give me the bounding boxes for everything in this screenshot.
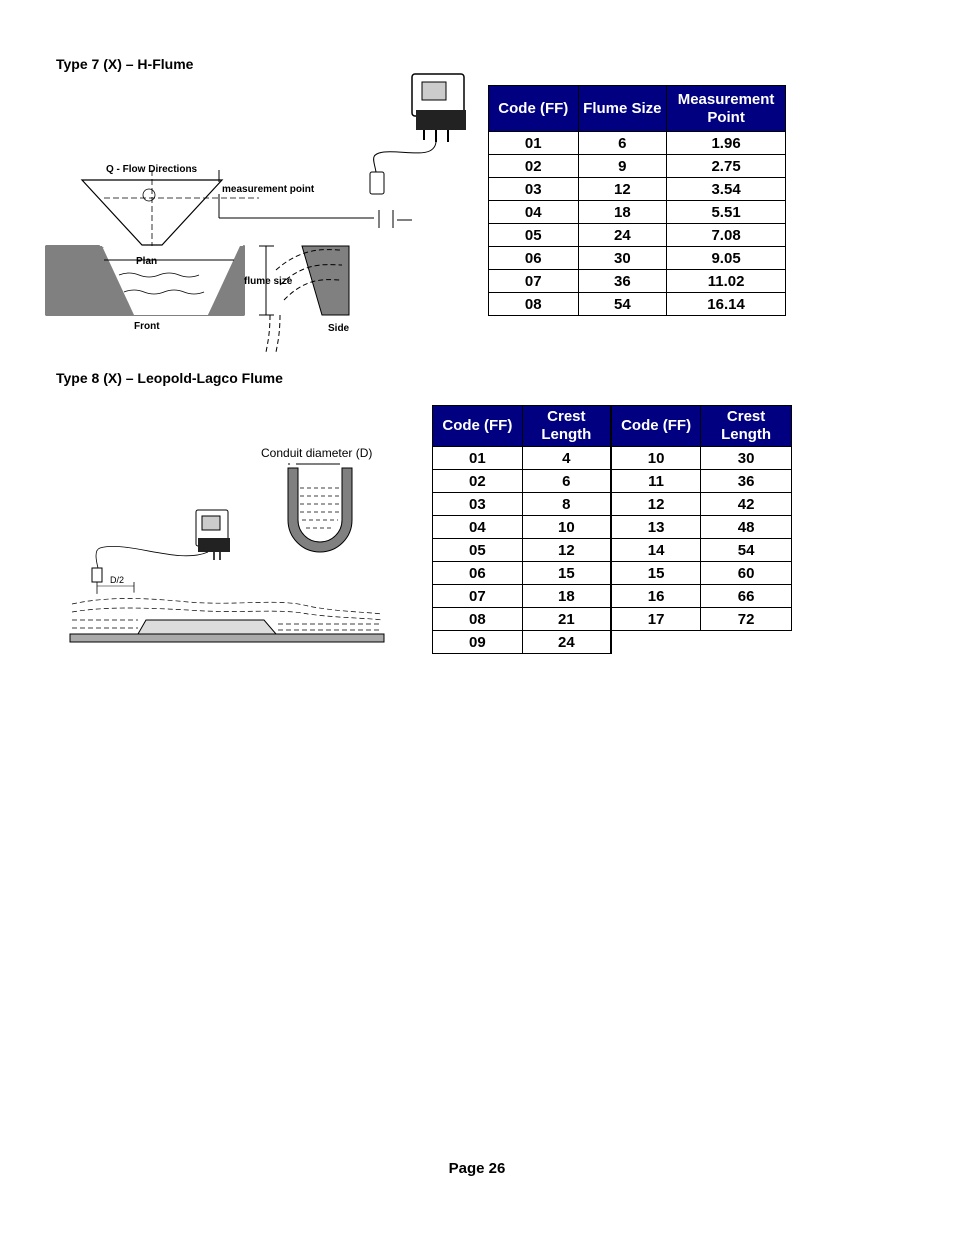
- table-cell: 60: [701, 562, 792, 585]
- table-cell: 04: [433, 516, 523, 539]
- table-cell: 42: [701, 493, 792, 516]
- table-cell: 15: [522, 562, 611, 585]
- front-label: Front: [134, 321, 160, 332]
- table-cell: 14: [611, 539, 701, 562]
- measurement-point-label: measurement point: [222, 184, 315, 195]
- table-cell: 02: [433, 470, 523, 493]
- table-cell: 3.54: [667, 178, 786, 201]
- table-cell: [611, 631, 701, 654]
- table-cell: 30: [578, 247, 667, 270]
- table-cell: 54: [578, 293, 667, 316]
- table-cell: 08: [489, 293, 579, 316]
- table-row: [433, 608, 792, 631]
- table-row: [489, 270, 786, 293]
- table-cell: 24: [522, 631, 611, 654]
- table-cell: 11: [611, 470, 701, 493]
- table-cell: 03: [489, 178, 579, 201]
- table-cell: 05: [489, 224, 579, 247]
- col-header-crest-length-1: Crest Length: [522, 406, 611, 447]
- table-cell: 16.14: [667, 293, 786, 316]
- table-cell: 10: [611, 447, 701, 470]
- table-cell: 18: [522, 585, 611, 608]
- section-heading-type8: Type 8 (X) – Leopold-Lagco Flume: [56, 370, 283, 386]
- table-row: [433, 447, 792, 470]
- sensor-icon: [92, 568, 102, 582]
- table-cell: 05: [433, 539, 523, 562]
- h-flume-table: [488, 85, 786, 316]
- table-row: [489, 155, 786, 178]
- page-number: Page 26: [448, 1160, 506, 1177]
- table-cell: 30: [701, 447, 792, 470]
- table-row: [433, 539, 792, 562]
- table-cell: 8: [522, 493, 611, 516]
- table-cell: 01: [433, 447, 523, 470]
- table-cell: 6: [578, 132, 667, 155]
- table-cell: 12: [578, 178, 667, 201]
- table-cell: 03: [433, 493, 523, 516]
- side-label: Side: [328, 323, 350, 334]
- table-row: [433, 631, 792, 654]
- col-header-flume-size: Flume Size: [578, 86, 667, 132]
- table-cell: 5.51: [667, 201, 786, 224]
- table-cell: 66: [701, 585, 792, 608]
- h-flume-diagram: [44, 70, 474, 355]
- col-header-measurement-point: Measurement Point: [667, 86, 786, 132]
- col-header-code: Code (FF): [489, 86, 579, 132]
- col-header-code-1: Code (FF): [433, 406, 523, 447]
- leopold-lagco-diagram: [68, 440, 386, 648]
- table-cell: 09: [433, 631, 523, 654]
- table-cell: 10: [522, 516, 611, 539]
- conduit-diameter-label: Conduit diameter (D): [261, 446, 373, 460]
- table-cell: 7.08: [667, 224, 786, 247]
- table-cell: 1.96: [667, 132, 786, 155]
- table-cell: 36: [578, 270, 667, 293]
- table-row: [489, 178, 786, 201]
- table-cell: 12: [611, 493, 701, 516]
- table-cell: 11.02: [667, 270, 786, 293]
- table-cell: 6: [522, 470, 611, 493]
- table-row: [433, 516, 792, 539]
- table-cell: 07: [433, 585, 523, 608]
- table-cell: [701, 631, 792, 654]
- table-row: [489, 132, 786, 155]
- table-cell: 9: [578, 155, 667, 178]
- table-cell: 18: [578, 201, 667, 224]
- table-cell: 01: [489, 132, 579, 155]
- table-cell: 4: [522, 447, 611, 470]
- table-cell: 2.75: [667, 155, 786, 178]
- table-cell: 06: [489, 247, 579, 270]
- table-row: [433, 585, 792, 608]
- table-cell: 06: [433, 562, 523, 585]
- table-cell: 21: [522, 608, 611, 631]
- table-cell: 24: [578, 224, 667, 247]
- table-cell: 08: [433, 608, 523, 631]
- col-header-code-2: Code (FF): [611, 406, 701, 447]
- table-cell: 12: [522, 539, 611, 562]
- table-row: [489, 201, 786, 224]
- controller-icon: [412, 74, 466, 142]
- table-row: [489, 247, 786, 270]
- col-header-crest-length-2: Crest Length: [701, 406, 792, 447]
- table-row: [489, 224, 786, 247]
- table-cell: 16: [611, 585, 701, 608]
- sensor-icon: [370, 172, 384, 194]
- table-cell: 48: [701, 516, 792, 539]
- table-cell: 04: [489, 201, 579, 224]
- table-cell: 17: [611, 608, 701, 631]
- table-cell: 02: [489, 155, 579, 178]
- table-row: [433, 493, 792, 516]
- table-row: [433, 562, 792, 585]
- controller-icon: [196, 510, 230, 552]
- flow-label: Q - Flow Directions: [106, 164, 198, 175]
- table-cell: 36: [701, 470, 792, 493]
- table-row: [489, 293, 786, 316]
- table-row: [433, 470, 792, 493]
- table-cell: 9.05: [667, 247, 786, 270]
- section-heading-type7: Type 7 (X) – H-Flume: [56, 56, 194, 72]
- table-cell: 13: [611, 516, 701, 539]
- table-cell: 15: [611, 562, 701, 585]
- table-cell: 72: [701, 608, 792, 631]
- flume-size-label: flume size: [244, 276, 293, 287]
- table-cell: 07: [489, 270, 579, 293]
- table-cell: 54: [701, 539, 792, 562]
- d2-label: D/2: [110, 575, 125, 585]
- leopold-lagco-table: [432, 405, 792, 654]
- plan-label: Plan: [136, 256, 158, 267]
